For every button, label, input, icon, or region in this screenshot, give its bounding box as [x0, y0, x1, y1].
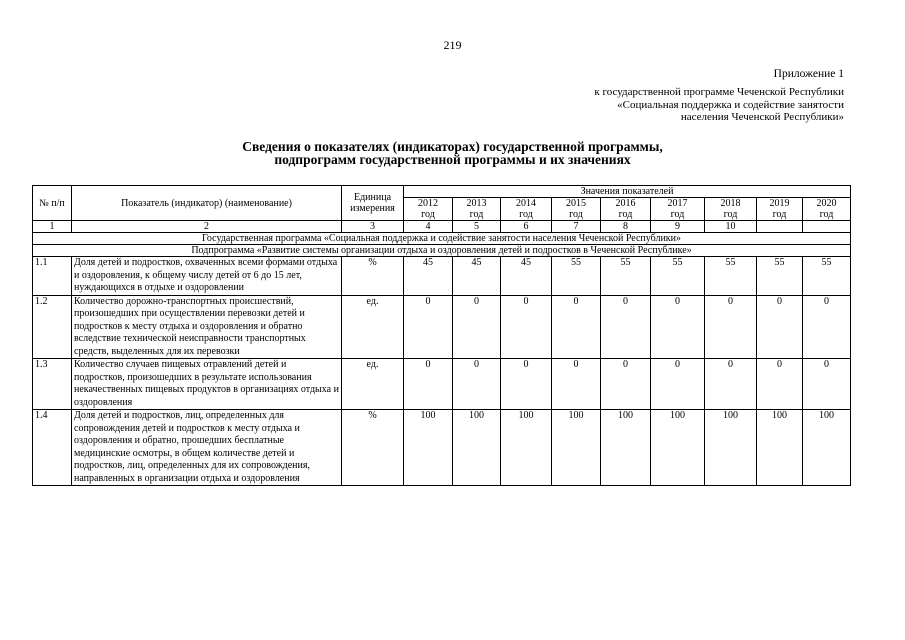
header-year: 2016 год [601, 198, 651, 221]
row-value: 0 [404, 295, 453, 359]
table-row [33, 295, 851, 359]
column-number: 6 [501, 221, 552, 233]
row-num: 1.3 [33, 359, 72, 410]
row-value: 0 [705, 295, 757, 359]
row-value: 0 [803, 359, 851, 410]
column-number: 3 [342, 221, 404, 233]
column-number: 1 [33, 221, 72, 233]
table-row [33, 359, 851, 410]
row-value: 100 [601, 410, 651, 486]
column-number: 2 [72, 221, 342, 233]
column-number: 10 [705, 221, 757, 233]
row-indicator: Количество дорожно-транспортных происшествий, произошедших при осуществлении перевозки детей и подростков к месту отдыха и оздоровления и обратно вследствие технической неисправности транспортных средств, выделенных для их перевозки [72, 295, 342, 359]
row-num: 1.2 [33, 295, 72, 359]
row-value: 100 [705, 410, 757, 486]
row-num: 1.1 [33, 257, 72, 296]
row-value: 0 [501, 359, 552, 410]
row-unit: ед. [342, 295, 404, 359]
indicators-table [32, 185, 851, 486]
appendix-title: Приложение 1 [773, 68, 844, 80]
appendix-line: «Социальная поддержка и содействие занятости [617, 98, 844, 111]
program-row [33, 233, 851, 245]
row-value: 0 [651, 295, 705, 359]
row-unit: % [342, 257, 404, 296]
title-line: подпрограмм государственной программы и их значениях [274, 152, 631, 167]
row-value: 100 [552, 410, 601, 486]
row-value: 55 [705, 257, 757, 296]
header-year: 2013 год [453, 198, 501, 221]
row-num: 1.4 [33, 410, 72, 486]
row-value: 100 [501, 410, 552, 486]
row-value: 45 [501, 257, 552, 296]
row-unit: ед. [342, 359, 404, 410]
row-value: 55 [552, 257, 601, 296]
subprogram-title: Подпрограмма «Развитие системы организации отдыха и оздоровления детей и подростков в Чеченской Республике» [33, 245, 851, 257]
table-row [33, 257, 851, 296]
row-value: 55 [601, 257, 651, 296]
appendix-line: населения Чеченской Республики» [680, 111, 844, 123]
column-number [803, 221, 851, 233]
program-title: Государственная программа «Социальная поддержка и содействие занятости населения Чеченской Республики» [33, 233, 851, 245]
header-year: 2017 год [651, 198, 705, 221]
column-number [757, 221, 803, 233]
header-indicator: Показатель (индикатор) (наименование) [72, 186, 342, 221]
row-indicator: Доля детей и подростков, лиц, определенных для сопровождения детей и подростков к месту отдыха и оздоровления и обратно, прошедших бесплатные медицинские осмотры, в общем количестве детей и подростков, лиц, определенных для их сопровождения, направленных в организации отдыха и оздоровления [72, 410, 342, 486]
header-year: 2018 год [705, 198, 757, 221]
row-value: 100 [803, 410, 851, 486]
row-indicator: Количество случаев пищевых отравлений детей и подростков, произошедших в результате использования некачественных пищевых продуктов в организациях отдыха и оздоровления [72, 359, 342, 410]
row-value: 0 [501, 295, 552, 359]
column-number: 5 [453, 221, 501, 233]
appendix-line: к государственной программе Чеченской Республики [594, 86, 844, 98]
row-value: 55 [757, 257, 803, 296]
row-value: 0 [651, 359, 705, 410]
title-line: Сведения о показателях (индикаторах) государственной программы, [242, 139, 663, 154]
row-value: 0 [453, 359, 501, 410]
row-value: 55 [803, 257, 851, 296]
row-value: 0 [757, 359, 803, 410]
row-value: 100 [757, 410, 803, 486]
row-value: 0 [404, 359, 453, 410]
table-row [33, 410, 851, 486]
header-year: 2020 год [803, 198, 851, 221]
column-number-row [33, 221, 851, 233]
row-value: 0 [552, 295, 601, 359]
column-number: 8 [601, 221, 651, 233]
header-year: 2019 год [757, 198, 803, 221]
header-values-group: Значения показателей [404, 186, 851, 198]
document-title [0, 140, 905, 166]
row-value: 0 [757, 295, 803, 359]
column-number: 4 [404, 221, 453, 233]
row-value: 100 [404, 410, 453, 486]
appendix-reference [594, 86, 844, 124]
column-number: 9 [651, 221, 705, 233]
row-value: 0 [803, 295, 851, 359]
row-unit: % [342, 410, 404, 486]
column-number: 7 [552, 221, 601, 233]
row-value: 55 [651, 257, 705, 296]
row-value: 100 [453, 410, 501, 486]
row-value: 45 [453, 257, 501, 296]
page-number: 219 [443, 38, 462, 52]
row-value: 45 [404, 257, 453, 296]
row-value: 100 [651, 410, 705, 486]
row-value: 0 [705, 359, 757, 410]
header-year: 2015 год [552, 198, 601, 221]
row-value: 0 [601, 295, 651, 359]
subprogram-row [33, 245, 851, 257]
row-value: 0 [453, 295, 501, 359]
row-indicator: Доля детей и подростков, охваченных всеми формами отдыха и оздоровления, к общему числу детей от 6 до 15 лет, нуждающихся в отдыхе и оздоровлении [72, 257, 342, 296]
header-year: 2012 год [404, 198, 453, 221]
header-year: 2014 год [501, 198, 552, 221]
header-unit: Единица измерения [342, 186, 404, 221]
row-value: 0 [601, 359, 651, 410]
header-num: № п/п [33, 186, 72, 221]
row-value: 0 [552, 359, 601, 410]
